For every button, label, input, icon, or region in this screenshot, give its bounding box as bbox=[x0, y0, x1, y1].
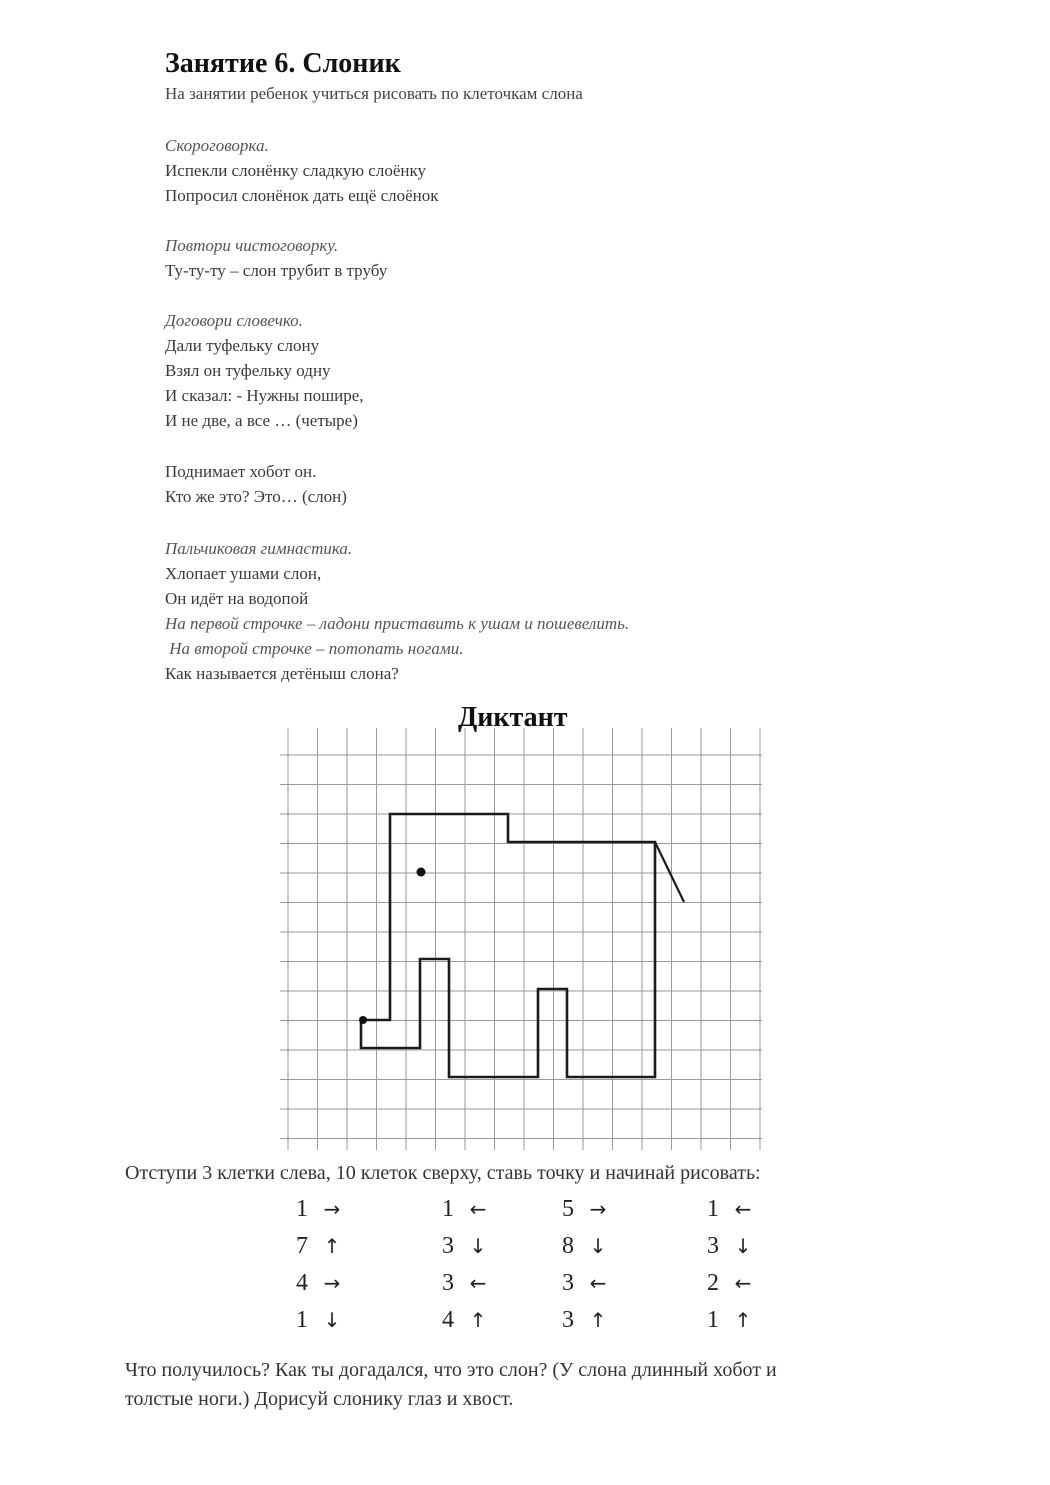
arrow-left-icon: ← bbox=[734, 1271, 752, 1295]
step-count: 3 bbox=[707, 1232, 719, 1259]
question-line: Как называется детёныш слона? bbox=[165, 664, 399, 683]
dictation-step bbox=[433, 1305, 503, 1335]
dictation-step bbox=[553, 1305, 623, 1335]
arrow-right-icon: → bbox=[323, 1271, 341, 1295]
dictation-step bbox=[287, 1305, 357, 1335]
text-line: И сказал: - Нужны пошире, bbox=[165, 386, 364, 405]
step-count: 3 bbox=[562, 1269, 574, 1296]
tongue-twister-heading: Скороговорка. bbox=[165, 136, 269, 155]
arrow-up-icon: ↑ bbox=[323, 1234, 341, 1258]
elephant-trunk bbox=[655, 842, 684, 902]
start-point-dot bbox=[359, 1016, 367, 1024]
text-line: Он идёт на водопой bbox=[165, 589, 309, 608]
step-count: 1 bbox=[296, 1306, 308, 1333]
step-count: 3 bbox=[442, 1232, 454, 1259]
text-line: Ту-ту-ту – слон трубит в трубу bbox=[165, 261, 388, 280]
text-line: Дали туфельку слону bbox=[165, 336, 320, 355]
dictation-step bbox=[433, 1268, 503, 1298]
dictation-step bbox=[698, 1268, 768, 1298]
dictation-title: Диктант bbox=[458, 702, 568, 733]
arrow-down-icon: ↓ bbox=[469, 1234, 487, 1258]
arrow-left-icon: ← bbox=[469, 1271, 487, 1295]
text-line: толстые ноги.) Дорисуй слонику глаз и хвост. bbox=[125, 1388, 514, 1410]
dictation-step bbox=[433, 1194, 503, 1224]
riddle-section bbox=[165, 459, 347, 509]
step-count: 5 bbox=[562, 1195, 574, 1222]
dictation-step bbox=[553, 1194, 623, 1224]
closing-question bbox=[125, 1356, 777, 1414]
finish-word-section bbox=[165, 308, 364, 433]
arrow-up-icon: ↑ bbox=[589, 1308, 607, 1332]
arrow-left-icon: ← bbox=[734, 1197, 752, 1221]
dictation-step bbox=[553, 1268, 623, 1298]
dictation-step bbox=[553, 1231, 623, 1261]
step-count: 1 bbox=[707, 1195, 719, 1222]
arrow-down-icon: ↓ bbox=[734, 1234, 752, 1258]
step-count: 1 bbox=[296, 1195, 308, 1222]
text-line: Взял он туфельку одну bbox=[165, 361, 331, 380]
finish-word-heading: Договори словечко. bbox=[165, 311, 303, 330]
lesson-title: Занятие 6. Слоник bbox=[165, 48, 401, 79]
step-count: 2 bbox=[707, 1269, 719, 1296]
step-count: 1 bbox=[707, 1306, 719, 1333]
finger-gym-heading: Пальчиковая гимнастика. bbox=[165, 539, 353, 558]
dictation-instruction: Отступи 3 клетки слева, 10 клеток сверху, ставь точку и начинай рисовать: bbox=[125, 1162, 761, 1184]
text-line: И не две, а все … (четыре) bbox=[165, 411, 358, 430]
dictation-grid bbox=[280, 720, 765, 1160]
elephant-drawing bbox=[361, 814, 655, 1077]
eye-dot bbox=[417, 868, 426, 877]
arrow-right-icon: → bbox=[589, 1197, 607, 1221]
step-count: 7 bbox=[296, 1232, 308, 1259]
pure-saying-heading: Повтори чистоговорку. bbox=[165, 236, 339, 255]
step-count: 4 bbox=[442, 1306, 454, 1333]
dictation-step bbox=[287, 1231, 357, 1261]
arrow-right-icon: → bbox=[323, 1197, 341, 1221]
arrow-down-icon: ↓ bbox=[323, 1308, 341, 1332]
arrow-down-icon: ↓ bbox=[589, 1234, 607, 1258]
lesson-intro: На занятии ребенок учиться рисовать по клеточкам слона bbox=[165, 84, 583, 103]
dictation-step bbox=[698, 1231, 768, 1261]
arrow-left-icon: ← bbox=[589, 1271, 607, 1295]
note-line: На первой строчке – ладони приставить к ушам и пошевелить. bbox=[165, 614, 630, 633]
text-line: Хлопает ушами слон, bbox=[165, 564, 322, 583]
dictation-step bbox=[287, 1268, 357, 1298]
arrow-left-icon: ← bbox=[469, 1197, 487, 1221]
text-line: Кто же это? Это… (слон) bbox=[165, 487, 347, 506]
dictation-step bbox=[698, 1305, 768, 1335]
text-line: Что получилось? Как ты догадался, что это слон? (У слона длинный хобот и bbox=[125, 1359, 777, 1381]
step-count: 3 bbox=[442, 1269, 454, 1296]
text-line: Испекли слонёнку сладкую слоёнку bbox=[165, 161, 426, 180]
arrow-up-icon: ↑ bbox=[734, 1308, 752, 1332]
note-line: На второй строчке – потопать ногами. bbox=[165, 639, 464, 658]
pure-saying-section bbox=[165, 233, 387, 283]
finger-gym-section bbox=[165, 536, 629, 686]
step-count: 1 bbox=[442, 1195, 454, 1222]
dictation-step bbox=[698, 1194, 768, 1224]
tongue-twister-section bbox=[165, 133, 439, 208]
step-count: 8 bbox=[562, 1232, 574, 1259]
dictation-step bbox=[287, 1194, 357, 1224]
step-count: 4 bbox=[296, 1269, 308, 1296]
text-line: Поднимает хобот он. bbox=[165, 462, 317, 481]
arrow-up-icon: ↑ bbox=[469, 1308, 487, 1332]
text-line: Попросил слонёнок дать ещё слоёнок bbox=[165, 186, 439, 205]
step-count: 3 bbox=[562, 1306, 574, 1333]
dictation-step bbox=[433, 1231, 503, 1261]
